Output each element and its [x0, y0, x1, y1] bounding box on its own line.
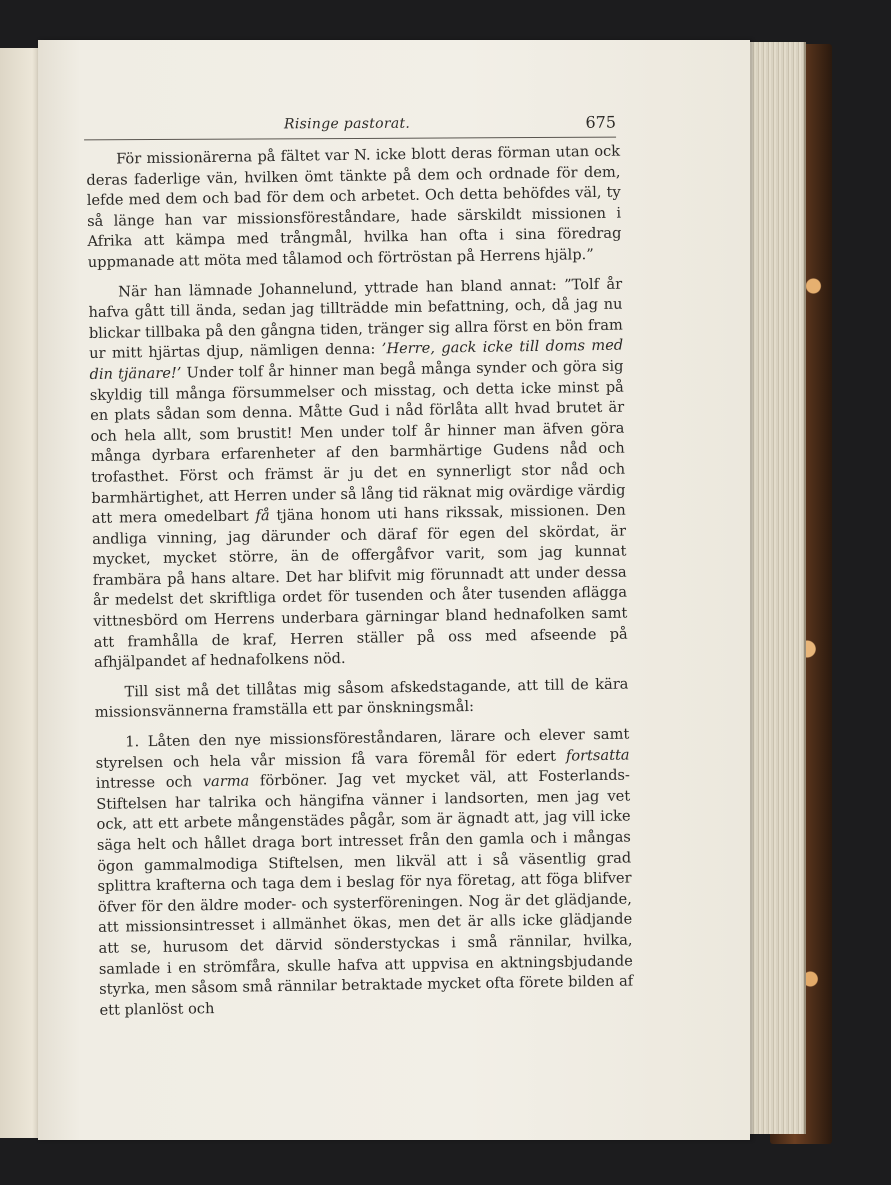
paragraph-4-italic-varma: varma — [202, 772, 250, 791]
paragraph-2 — [88, 274, 628, 674]
paragraph-2-italic-quote: ’Herre, gack icke till doms med din tjänare!’ — [89, 336, 624, 383]
running-head — [84, 111, 616, 141]
paragraph-1: För missionärerna på fältet var N. icke blott deras förman utan ock deras faderlige vän, hvilken ömt tänkte på dem och ordnade för dem, lefde med dem och bad för dem och arbetet. Och detta behöfdes väl, ty så länge han var missionsföreståndare, hade särskildt missionen i Afrika att kämpa med trångmål, hvilka han ofta i sina föredrag uppmanade att möta med tålamod och förtröstan på Herrens hjälp.” — [86, 142, 622, 271]
body-text — [86, 142, 634, 1031]
page-number: 675 — [585, 112, 617, 132]
running-head-title: Risinge pastorat. — [283, 115, 411, 133]
paragraph-2-text-e: tjäna honom uti hans rikssak, missionen. Den andliga vinning, jag därunder och däraf för egen del skördat, är mycket, mycket större, än de offergåfvor varit, som jag kunnat frambära på hans altare. Det har blifvit mig förunnadt att under dessa år medelst det skriftliga ordet för tusenden och åter tusenden aflägga vittnesbörd om Herrens underbara gärningar bland hednafolken samt att framhålla de kraf, Herren ställer på oss med afseende på afhjälpandet af hednafolkens nöd. — [91, 501, 628, 672]
paragraph-4-text-e: förböner. Jag vet mycket väl, att Fosterlands-Stiftelsen har talrika och hängifna vänner i landsorten, men jag vet ock, att ett arbete mångenstädes pågår, som är ägnadt att, jag vill icke säga helt och hållet draga bort intresset från den gamla och i mångas ögon gammalmodiga Stiftelsen, men likväl att i så väsentlig grad splittra krafterna och taga dem i beslag för nya företag, att föga blifver öfver för den äldre moder- och systerföreningen. Nog är det glädjande, att missionsintresset i allmänhet ökas, men det är alls icke glädjande att se, hurusom det därvid sönderstyckas i små rännilar, hvilka, samlade i en strömfåra, skulle hafva att uppvisa en aktningsbjudande styrka, men såsom små rännilar betraktade mycket ofta förete bilden af ett planlöst och — [96, 766, 634, 1019]
paragraph-3: Till sist må det tillåtas mig såsom afskedstagande, att till de kära missionsvännerna framställa ett par önskningsmål: — [94, 675, 629, 722]
paragraph-2-text-a: När han lämnade Johannelund, yttrade han bland annat: ”Tolf år hafva gått till ända, sedan jag tillträdde min befattning, och, då jag nu blickar tillbaka på den gångna tiden, tränger sig allra först en bön fram ur mitt hjärtas djup, nämligen denna: — [88, 275, 623, 363]
paragraph-4-italic-fortsatta: fortsatta — [565, 746, 630, 765]
paragraph-4-text-a: 1. Låten den nye missionsföreståndaren, lärare och elever samt styrelsen och hela vår mission få vara föremål för edert — [95, 725, 630, 772]
paragraph-4 — [95, 725, 633, 1022]
paragraph-4-text-c: intresse och — [95, 773, 203, 793]
paragraph-2-italic-fa: få — [255, 507, 270, 525]
paragraph-2-text-c: Under tolf år hinner man begå många synder och göra sig skyldig till många försummelser och misstag, och detta icke minst på en plats sådan som denna. Måtte Gud i nåd förlåta allt hvad brutet är och hela allt, som brustit! Men under tolf år hinner man äfven göra många dyrbara erfarenheter af den barmhärtige Gudens nåd och trofasthet. Först och främst är ju det en synnerligt stor nåd och barmhärtighet, att Herren under så lång tid räknat mig ovärdige värdig att mera omedelbart — [89, 357, 626, 528]
